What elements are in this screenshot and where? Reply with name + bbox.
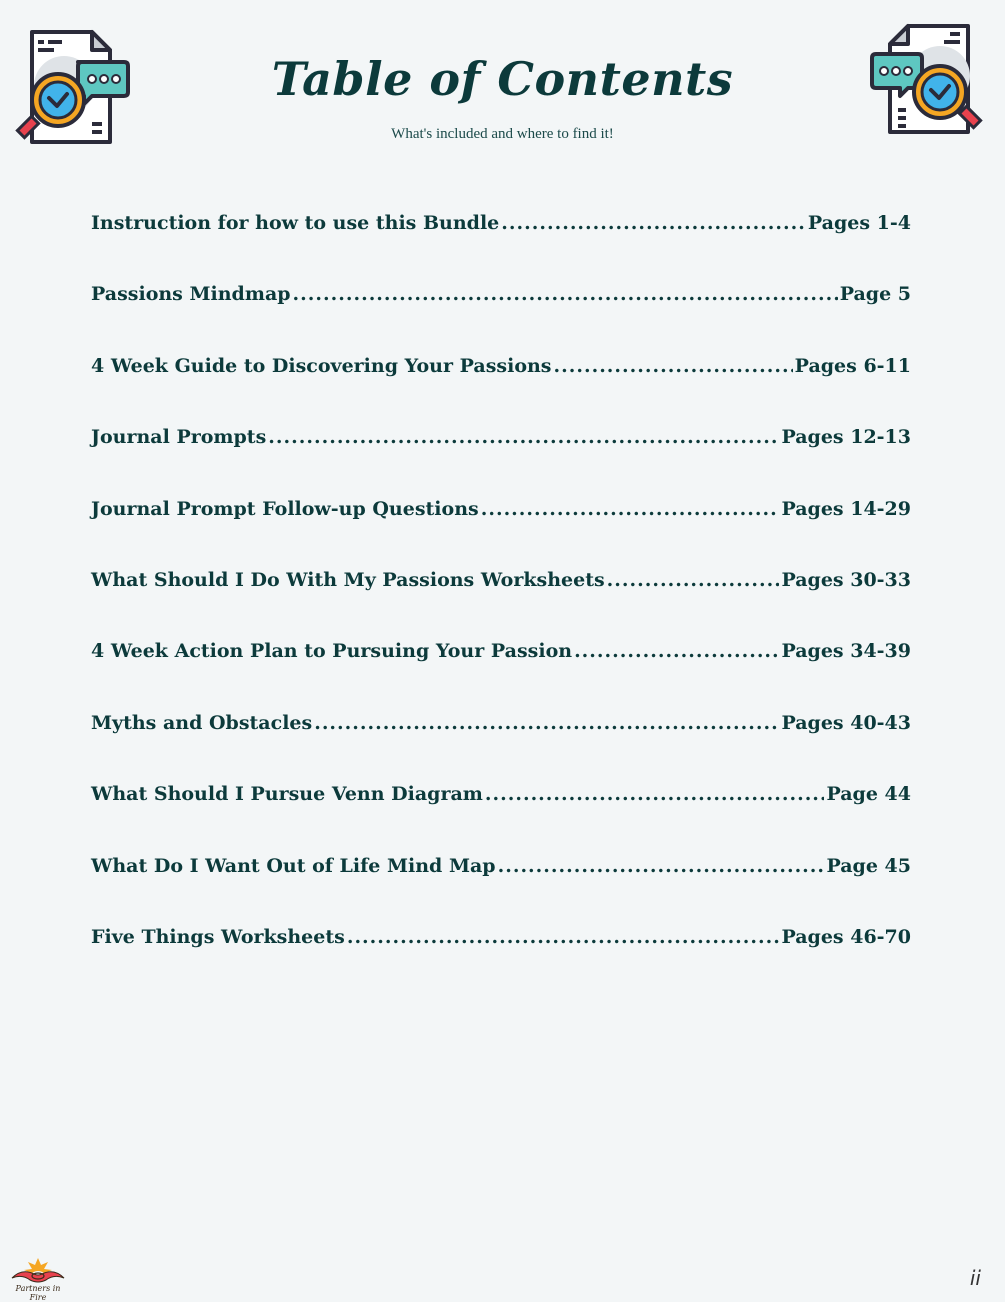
toc-entry-title: Journal Prompt Follow-up Questions (91, 497, 479, 520)
toc-entry-pages: Pages 34-39 (781, 640, 911, 663)
toc-entry-pages: Pages 46-70 (781, 925, 911, 948)
toc-entry-title: Passions Mindmap (91, 283, 291, 306)
page-subtitle: What's included and where to find it! (391, 126, 614, 142)
toc-entry-title: Journal Prompts (91, 426, 267, 449)
table-of-contents (91, 212, 911, 997)
dot-leader (485, 783, 825, 805)
dot-leader (314, 712, 779, 734)
page-header (0, 0, 1005, 170)
page-number: ii (969, 1266, 981, 1290)
toc-entry-pages: Page 44 (826, 783, 911, 806)
document-search-chat-icon (868, 20, 986, 142)
toc-entry-title: Instruction for how to use this Bundle (91, 212, 500, 234)
brand-logo (6, 1256, 70, 1302)
toc-entry (91, 355, 911, 426)
dot-leader (498, 855, 825, 877)
toc-entry-pages: Pages 1-4 (807, 212, 911, 234)
toc-entry-title: What Do I Want Out of Life Mind Map (91, 854, 496, 877)
flame-logo-icon (6, 1256, 70, 1286)
toc-entry-pages: Pages 40-43 (781, 711, 911, 734)
toc-entry (91, 926, 911, 997)
dot-leader (293, 283, 838, 305)
dot-leader (347, 926, 780, 948)
toc-entry (91, 426, 911, 497)
toc-entry (91, 212, 911, 283)
toc-entry-title: Five Things Worksheets (91, 925, 345, 948)
toc-entry-title: Myths and Obstacles (91, 711, 313, 734)
dot-leader (574, 640, 779, 662)
toc-entry-title: 4 Week Guide to Discovering Your Passions (91, 354, 552, 377)
toc-entry (91, 283, 911, 354)
toc-entry-title: What Should I Pursue Venn Diagram (91, 783, 483, 806)
toc-entry-pages: Pages 12-13 (781, 426, 911, 449)
page-title: Table of Contents (271, 52, 734, 106)
dot-leader (607, 569, 780, 591)
brand-name: Partners in Fire (15, 1284, 61, 1302)
toc-entry (91, 855, 911, 926)
toc-entry-pages: Pages 6-11 (794, 354, 911, 377)
toc-entry-pages: Page 5 (839, 283, 911, 306)
toc-entry-title: What Should I Do With My Passions Worksheets (91, 568, 605, 591)
toc-entry (91, 783, 911, 854)
toc-entry-pages: Pages 30-33 (781, 568, 911, 591)
toc-entry-pages: Pages 14-29 (781, 497, 911, 520)
dot-leader (554, 355, 793, 377)
dot-leader (268, 426, 779, 448)
toc-entry-pages: Page 45 (826, 854, 911, 877)
toc-entry (91, 498, 911, 569)
toc-entry (91, 569, 911, 640)
toc-entry (91, 640, 911, 711)
dot-leader (501, 212, 806, 234)
dot-leader (481, 498, 780, 520)
toc-entry-title: 4 Week Action Plan to Pursuing Your Passion (91, 640, 573, 663)
toc-entry (91, 712, 911, 783)
